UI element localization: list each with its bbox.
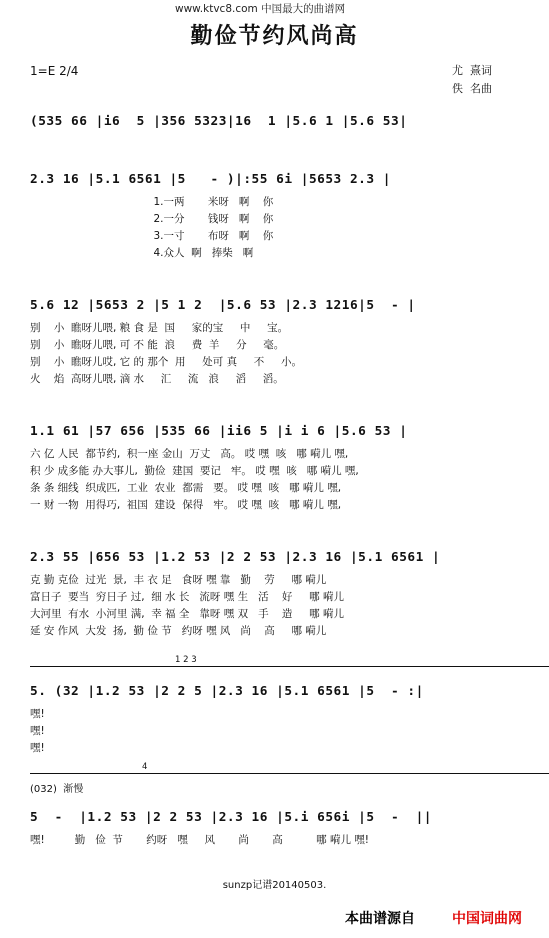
tempo-annotation: (032) 渐慢 [30, 784, 84, 795]
notation-line: 1.1 61 |57 656 |535 66 |ii6 5 |i i 6 |5.6 53 | [30, 424, 408, 439]
lyric-verse-3: 条 条 细线 织成匹, 工业 农业 都需 要。 哎 嘿 咳 哪 嗬儿 嘿, [30, 482, 342, 494]
lyric-verse-1: 1.一两 米呀 啊 你 [30, 196, 274, 208]
ending-lyric: 嘿! [30, 725, 45, 737]
notation-line: 5 - |1.2 53 |2 2 53 |2.3 16 |5.i 656i |5 - || [30, 810, 433, 825]
notation-line: 5.6 12 |5653 2 |5 1 2 |5.6 53 |2.3 1216|5 - | [30, 298, 416, 313]
source-label: 本曲谱源自 [345, 911, 415, 927]
lyric-verse-2: 积 少 成多能 办大事儿, 勤俭 建国 要记 牢。 哎 嘿 咳 哪 嗬儿 嘿, [30, 465, 359, 477]
staff-system-1 [30, 112, 510, 136]
lyricist-credit: 尤 熹词 [452, 64, 492, 77]
lyric-verse-4: 一 财 一物 用得巧, 祖国 建设 保得 牢。 哎 嘿 咳 哪 嗬儿 嘿, [30, 499, 342, 511]
notation-line: 2.3 16 |5.1 6561 |5 - )|:55 6i |5653 2.3 | [30, 172, 391, 187]
ending-lyric: 嘿! [30, 708, 45, 720]
composer-credit: 佚 名曲 [452, 82, 492, 95]
lyric-verse-3: 大河里 有水 小河里 满, 幸 福 全 靠呀 嘿 双 手 造 哪 嗬儿 [30, 608, 344, 620]
lyric-verse-3: 3.一寸 布呀 啊 你 [30, 230, 274, 242]
lyric-verse-1: 六 亿 人民 都节约, 积一座 金山 万丈 高。 哎 嘿 咳 哪 嗬儿 嘿, [30, 448, 349, 460]
site-brand-logo[interactable]: 中国词曲网 [452, 911, 522, 927]
staff-system-3 [30, 296, 510, 388]
lyric-verse-2: 别 小 瞧呀儿喂, 可 不 能 浪 费 羊 分 毫。 [30, 339, 285, 351]
volta-label: 4 [142, 762, 148, 772]
staff-system-2 [30, 170, 510, 262]
lyric-verse-4: 延 安 作风 大发 扬, 勤 俭 节 约呀 嘿 风 尚 高 哪 嗬儿 [30, 625, 327, 637]
lyric-verse-1: 克 勤 克俭 过光 景, 丰 衣 足 食呀 嘿 靠 勤 劳 哪 嗬儿 [30, 574, 327, 586]
staff-system-5 [30, 548, 510, 640]
lyric-verse-3: 别 小 瞧呀儿哎, 它 的 那个 用 处可 真 不 小。 [30, 356, 302, 368]
volta-label: 1 2 3 [175, 655, 197, 665]
site-header: www.ktvc8.com 中国最大的曲谱网 [175, 3, 346, 15]
staff-system-4 [30, 422, 510, 514]
song-title: 勤俭节约风尚高 [190, 23, 359, 49]
ending-lyric: 嘿! [30, 742, 45, 754]
lyric-verse-4: 火 焰 高呀儿喂, 滴 水 汇 流 浪 滔 滔。 [30, 373, 284, 385]
staff-system-6 [30, 682, 510, 757]
volta-bracket-4 [30, 762, 549, 774]
notation-line: (535 66 |i6 5 |356 5323|16 1 |5.6 1 |5.6 53| [30, 114, 408, 129]
notation-line: 2.3 55 |656 53 |1.2 53 |2 2 53 |2.3 16 |5.1 6561 | [30, 550, 441, 565]
lyric-verse-1: 别 小 瞧呀儿喂, 粮 食 是 国 家的宝 中 宝。 [30, 322, 289, 334]
lyric-verse-2: 2.一分 钱呀 啊 你 [30, 213, 274, 225]
lyric-verse-2: 富日子 要当 穷日子 过, 细 水 长 流呀 嘿 生 活 好 哪 嗬儿 [30, 591, 344, 603]
notation-line: 5. (32 |1.2 53 |2 2 5 |2.3 16 |5.1 6561 |5 - :| [30, 684, 424, 699]
transcriber-note: sunzp记谱20140503. [222, 880, 327, 891]
final-lyric: 嘿! 勤 俭 节 约呀 嘿 风 尚 高 哪 嗬儿 嘿! [30, 834, 369, 846]
volta-bracket-1 [30, 655, 549, 667]
staff-system-7 [30, 808, 510, 849]
key-signature: 1=E 2/4 [30, 64, 79, 78]
lyric-verse-4: 4.众人 啊 捧柴 啊 [30, 247, 254, 259]
